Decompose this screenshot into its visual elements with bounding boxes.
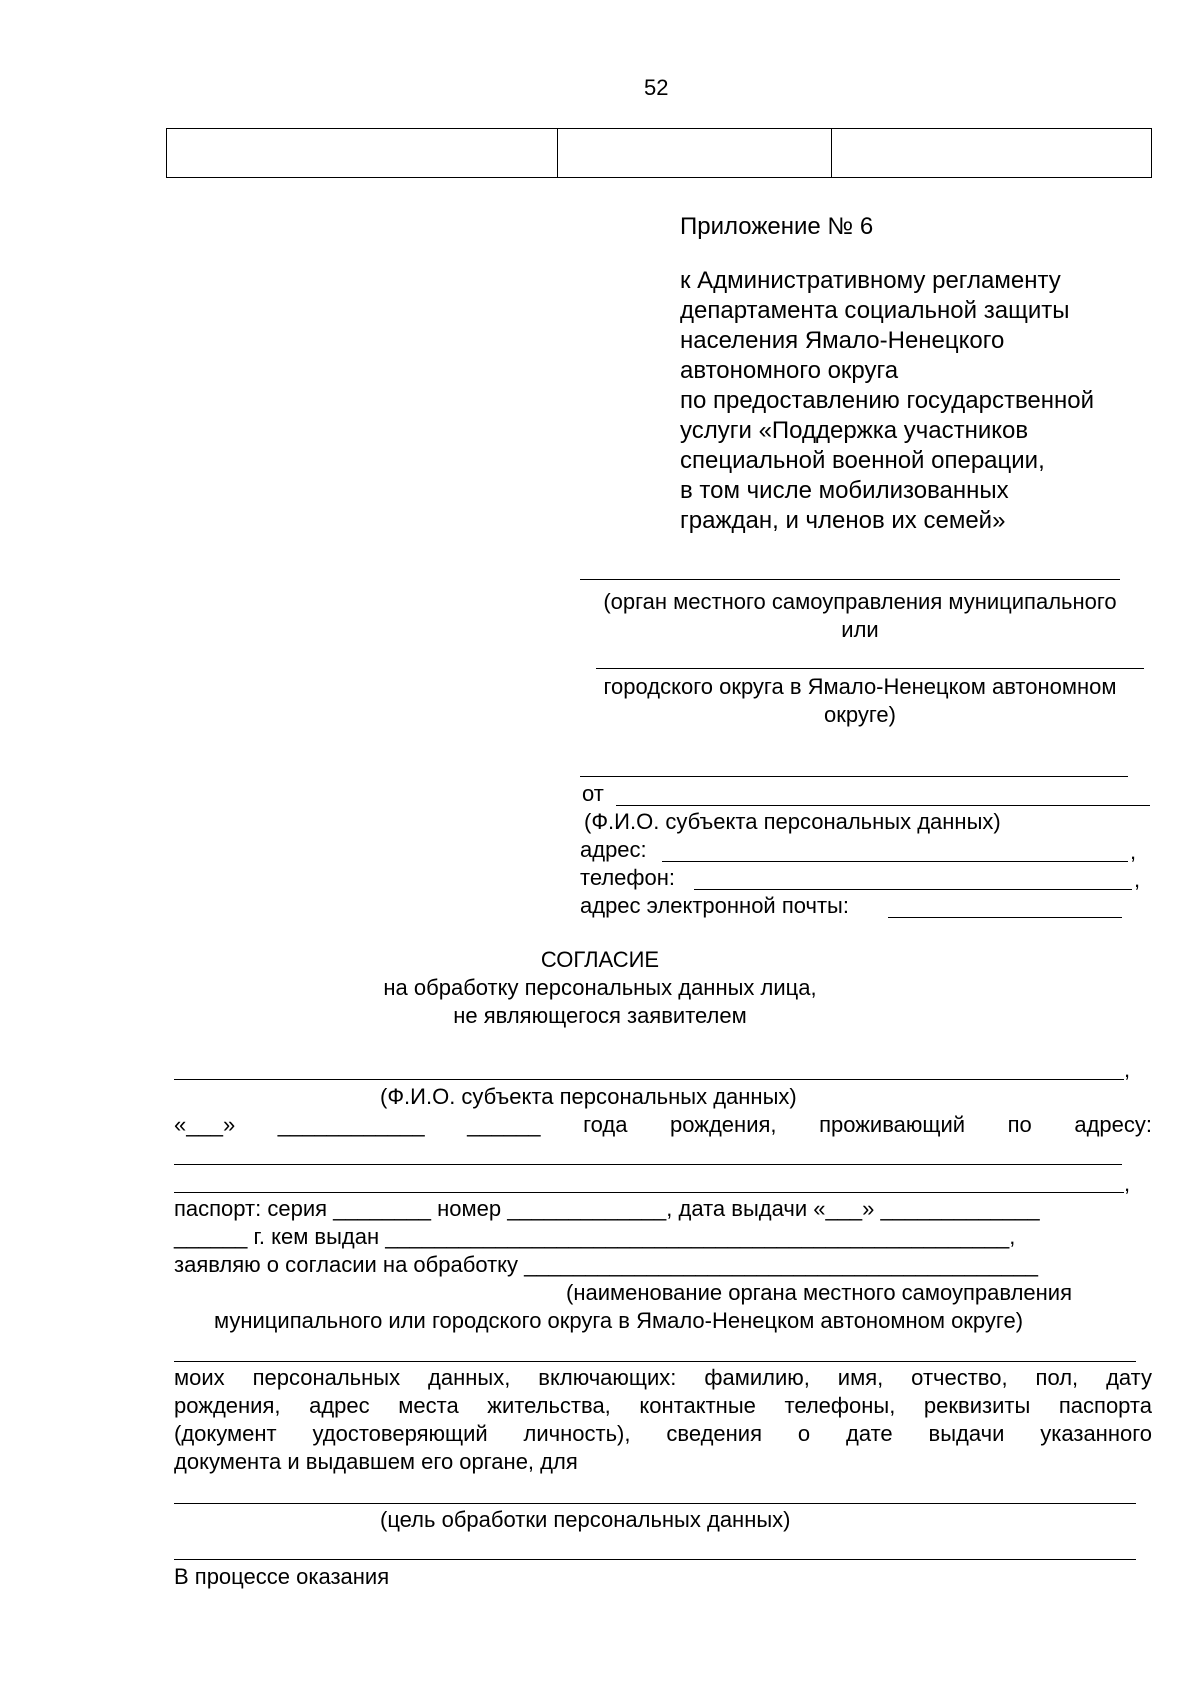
fio-blank-line <box>174 1079 1124 1080</box>
email-blank-line <box>888 917 1122 918</box>
organ-blank-line <box>596 668 1144 669</box>
page-number: 52 <box>644 75 669 100</box>
address-blank-line <box>174 1164 1122 1165</box>
purpose-caption: (цель обработки персональных данных) <box>380 1507 791 1532</box>
appendix-line: к Административному регламенту <box>680 267 1061 294</box>
body-line: (документ удостоверяющий личность), сведения о дате выдачи указанного <box>174 1421 1152 1446</box>
passport-line: паспорт: серия ________ номер _____________, дата выдачи «___» _____________ <box>174 1196 1040 1221</box>
address-blank-line <box>174 1192 1124 1193</box>
organ-caption: (орган местного самоуправления муниципального <box>603 589 1117 614</box>
consent-subtitle: на обработку персональных данных лица, <box>383 975 817 1000</box>
organ-blank-line <box>580 579 1120 580</box>
body-line: моих персональных данных, включающих: фамилию, имя, отчество, пол, дату <box>174 1365 1152 1390</box>
appendix-title: Приложение № 6 <box>680 213 874 240</box>
address-label: адрес: <box>580 837 647 862</box>
birth-line: «___» ____________ ______ года рождения, проживающий по адресу: <box>174 1112 1152 1137</box>
appendix-line: по предоставлению государственной <box>680 387 1095 414</box>
organ-caption: городского округа в Ямало-Ненецком автономном <box>603 674 1117 699</box>
blank-line <box>580 776 1128 777</box>
top-table <box>166 128 1152 178</box>
address-blank-line <box>662 861 1128 862</box>
blank-line <box>174 1361 1136 1362</box>
table-cell-divider <box>557 129 558 177</box>
comma: , <box>1134 867 1141 892</box>
appendix-line: населения Ямало-Ненецкого <box>680 327 1005 354</box>
comma: , <box>1124 1171 1131 1196</box>
purpose-blank-line <box>174 1503 1136 1504</box>
appendix-line: граждан, и членов их семей» <box>680 507 1006 534</box>
issued-line: ______ г. кем выдан ___________________________________________________, <box>174 1224 1016 1249</box>
organ-name-caption: (наименование органа местного самоуправления <box>566 1280 1072 1305</box>
organ-name-caption: муниципального или городского округа в Ямало-Ненецком автономном округе) <box>214 1308 1024 1333</box>
body-line: рождения, адрес места жительства, контактные телефоны, реквизиты паспорта <box>174 1393 1152 1418</box>
from-caption: (Ф.И.О. субъекта персональных данных) <box>584 809 1001 834</box>
from-blank-line <box>616 805 1150 806</box>
process-text: В процессе оказания <box>174 1564 390 1589</box>
organ-caption: округе) <box>824 702 896 727</box>
appendix-line: специальной военной операции, <box>680 447 1045 474</box>
appendix-line: автономного округа <box>680 357 899 384</box>
comma: , <box>1124 1057 1131 1082</box>
body-line: документа и выдавшем его органе, для <box>174 1449 578 1474</box>
comma: , <box>1130 839 1137 864</box>
fio-caption: (Ф.И.О. субъекта персональных данных) <box>380 1084 797 1109</box>
from-label: от <box>582 781 604 806</box>
consent-title: СОГЛАСИЕ <box>540 947 660 972</box>
declare-line: заявляю о согласии на обработку __________________________________________ <box>174 1252 1039 1277</box>
appendix-line: департамента социальной защиты <box>680 297 1070 324</box>
appendix-line: в том числе мобилизованных <box>680 477 1009 504</box>
email-label: адрес электронной почты: <box>580 893 849 918</box>
phone-label: телефон: <box>580 865 676 890</box>
consent-subtitle: не являющегося заявителем <box>453 1003 747 1028</box>
organ-or: или <box>841 617 879 642</box>
phone-blank-line <box>694 889 1132 890</box>
table-cell-divider <box>831 129 832 177</box>
appendix-line: услуги «Поддержка участников <box>680 417 1029 444</box>
blank-line <box>174 1559 1136 1560</box>
